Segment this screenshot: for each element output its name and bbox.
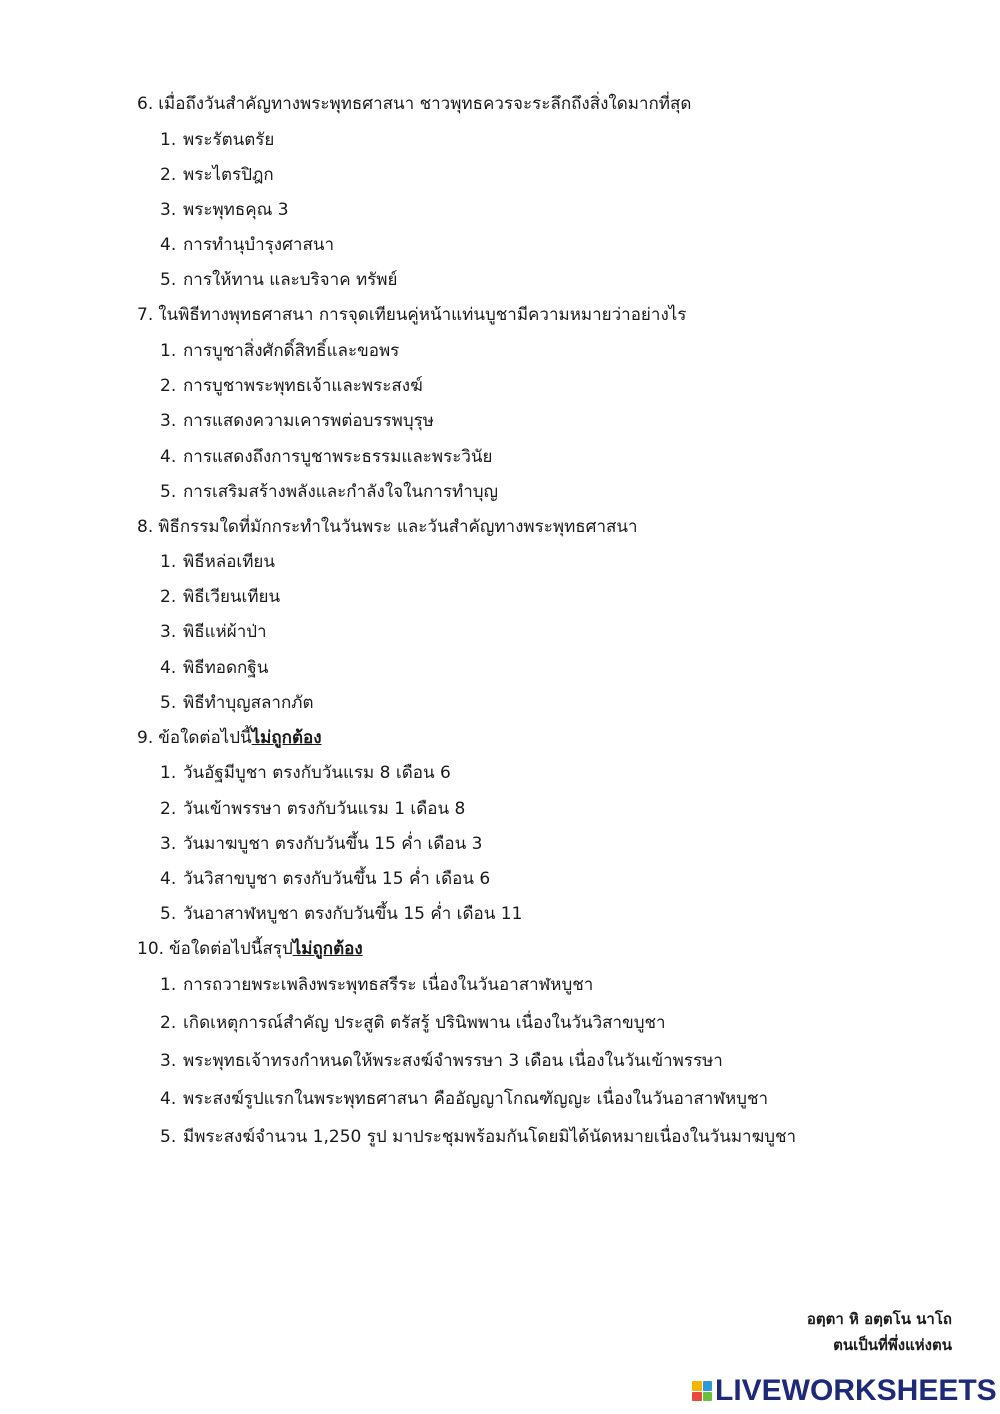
question-8 — [137, 516, 638, 538]
logo-square-1 — [692, 1381, 702, 1391]
choice-number: 4. — [160, 447, 177, 467]
choice-7-3[interactable] — [160, 410, 434, 432]
choice-number: 5. — [160, 1127, 177, 1147]
question-number: 9. — [137, 728, 154, 748]
choice-text: วันอัฐมีบูชา ตรงกับวันแรม 8 เดือน 6 — [183, 763, 451, 783]
choice-text: พิธีทำบุญสลากภัต — [183, 693, 314, 713]
motto-pali: อตฺตา หิ อตฺตโน นาโถ — [806, 1310, 952, 1328]
choice-number: 2. — [160, 587, 177, 607]
choice-number: 1. — [160, 130, 177, 150]
choice-6-5[interactable] — [160, 269, 397, 291]
choice-6-2[interactable] — [160, 164, 274, 186]
choice-number: 2. — [160, 1013, 177, 1033]
question-number: 7. — [137, 305, 154, 325]
choice-text: มีพระสงฆ์จำนวน 1,250 รูป มาประชุมพร้อมกันโดยมิได้นัดหมายเนื่องในวันมาฆบูชา — [183, 1127, 797, 1147]
question-10 — [137, 938, 363, 960]
choice-text: พิธีแห่ผ้าป่า — [183, 622, 267, 642]
question-text: ข้อใดต่อไปนี้ — [158, 728, 252, 748]
choice-text: วันอาสาฬหบูชา ตรงกับวันขึ้น 15 ค่ำ เดือน 11 — [183, 904, 523, 924]
choice-6-3[interactable] — [160, 199, 289, 221]
choice-number: 1. — [160, 341, 177, 361]
choice-7-1[interactable] — [160, 340, 399, 362]
logo-square-4 — [703, 1392, 713, 1402]
choice-text: การถวายพระเพลิงพระพุทธสรีระ เนื่องในวันอาสาฬหบูชา — [183, 975, 594, 995]
choice-number: 1. — [160, 763, 177, 783]
question-number: 6. — [137, 94, 154, 114]
choice-10-1[interactable] — [160, 974, 593, 996]
question-9 — [137, 727, 322, 749]
choice-text: พระสงฆ์รูปแรกในพระพุทธศาสนา คืออัญญาโกณฑัญญะ เนื่องในวันอาสาฬหบูชา — [183, 1089, 769, 1109]
choice-text: วันมาฆบูชา ตรงกับวันขึ้น 15 ค่ำ เดือน 3 — [183, 834, 483, 854]
choice-10-4[interactable] — [160, 1088, 768, 1110]
motto-thai: ตนเป็นที่พึ่งแห่งตน — [833, 1336, 952, 1354]
choice-10-5[interactable] — [160, 1126, 796, 1148]
question-7 — [137, 304, 686, 326]
choice-number: 3. — [160, 200, 177, 220]
choice-text: วันวิสาขบูชา ตรงกับวันขึ้น 15 ค่ำ เดือน 6 — [183, 869, 491, 889]
choice-text: พิธีเวียนเทียน — [183, 587, 281, 607]
liveworksheets-logo[interactable] — [692, 1376, 997, 1406]
choice-text: การให้ทาน และบริจาค ทรัพย์ — [183, 270, 398, 290]
choice-10-2[interactable] — [160, 1012, 666, 1034]
choice-9-4[interactable] — [160, 868, 490, 890]
choice-6-1[interactable] — [160, 129, 274, 151]
question-number: 8. — [137, 517, 154, 537]
choice-9-5[interactable] — [160, 903, 522, 925]
question-6 — [137, 93, 691, 115]
choice-number: 3. — [160, 411, 177, 431]
choice-number: 4. — [160, 1089, 177, 1109]
choice-8-3[interactable] — [160, 621, 267, 643]
liveworksheets-logo-icon — [692, 1381, 712, 1401]
question-text: ในพิธีทางพุทธศาสนา การจุดเทียนคู่หน้าแท่นบูชามีความหมายว่าอย่างไร — [158, 305, 687, 325]
choice-number: 5. — [160, 904, 177, 924]
choice-number: 2. — [160, 376, 177, 396]
question-text: เมื่อถึงวันสำคัญทางพระพุทธศาสนา ชาวพุทธควรจะระลึกถึงสิ่งใดมากที่สุด — [158, 94, 692, 114]
choice-number: 3. — [160, 1051, 177, 1071]
question-text: ข้อใดต่อไปนี้สรุป — [169, 939, 293, 959]
logo-square-3 — [692, 1392, 702, 1402]
choice-number: 2. — [160, 799, 177, 819]
choice-text: พิธีทอดกฐิน — [183, 658, 269, 678]
choice-number: 3. — [160, 834, 177, 854]
choice-text: พระพุทธคุณ 3 — [183, 200, 289, 220]
choice-text: พิธีหล่อเทียน — [183, 552, 276, 572]
choice-7-5[interactable] — [160, 481, 498, 503]
choice-number: 4. — [160, 869, 177, 889]
choice-text: การแสดงความเคารพต่อบรรพบุรุษ — [183, 411, 435, 431]
logo-text: LIVEWORKSHEETS — [715, 1374, 997, 1407]
choice-9-2[interactable] — [160, 798, 465, 820]
choice-number: 4. — [160, 658, 177, 678]
choice-text: เกิดเหตุการณ์สำคัญ ประสูติ ตรัสรู้ ปรินิพพาน เนื่องในวันวิสาขบูชา — [183, 1013, 666, 1033]
choice-number: 5. — [160, 270, 177, 290]
choice-number: 4. — [160, 235, 177, 255]
choice-text: การบูชาพระพุทธเจ้าและพระสงฆ์ — [183, 376, 423, 396]
choice-text: การแสดงถึงการบูชาพระธรรมและพระวินัย — [183, 447, 493, 467]
choice-text: พระรัตนตรัย — [183, 130, 275, 150]
choice-8-5[interactable] — [160, 692, 314, 714]
choice-8-4[interactable] — [160, 657, 268, 679]
choice-number: 1. — [160, 552, 177, 572]
choice-text: วันเข้าพรรษา ตรงกับวันแรม 1 เดือน 8 — [183, 799, 466, 819]
question-number: 10. — [137, 939, 165, 959]
choice-text: การเสริมสร้างพลังและกำลังใจในการทำบุญ — [183, 482, 499, 502]
choice-7-4[interactable] — [160, 446, 493, 468]
choice-8-1[interactable] — [160, 551, 275, 573]
choice-9-3[interactable] — [160, 833, 482, 855]
question-emphasis: ไม่ถูกต้อง — [251, 728, 322, 748]
choice-number: 5. — [160, 482, 177, 502]
choice-number: 5. — [160, 693, 177, 713]
choice-number: 2. — [160, 165, 177, 185]
choice-8-2[interactable] — [160, 586, 280, 608]
choice-9-1[interactable] — [160, 762, 451, 784]
question-text: พิธีกรรมใดที่มักกระทำในวันพระ และวันสำคัญทางพระพุทธศาสนา — [158, 517, 638, 537]
choice-text: การบูชาสิ่งศักดิ์สิทธิ์และขอพร — [183, 341, 400, 361]
choice-6-4[interactable] — [160, 234, 334, 256]
choice-text: การทำนุบำรุงศาสนา — [183, 235, 334, 255]
choice-10-3[interactable] — [160, 1050, 723, 1072]
question-emphasis: ไม่ถูกต้อง — [292, 939, 363, 959]
logo-square-2 — [703, 1381, 713, 1391]
choice-7-2[interactable] — [160, 375, 423, 397]
choice-text: พระพุทธเจ้าทรงกำหนดให้พระสงฆ์จำพรรษา 3 เดือน เนื่องในวันเข้าพรรษา — [183, 1051, 723, 1071]
choice-text: พระไตรปิฎก — [183, 165, 274, 185]
choice-number: 3. — [160, 622, 177, 642]
choice-number: 1. — [160, 975, 177, 995]
